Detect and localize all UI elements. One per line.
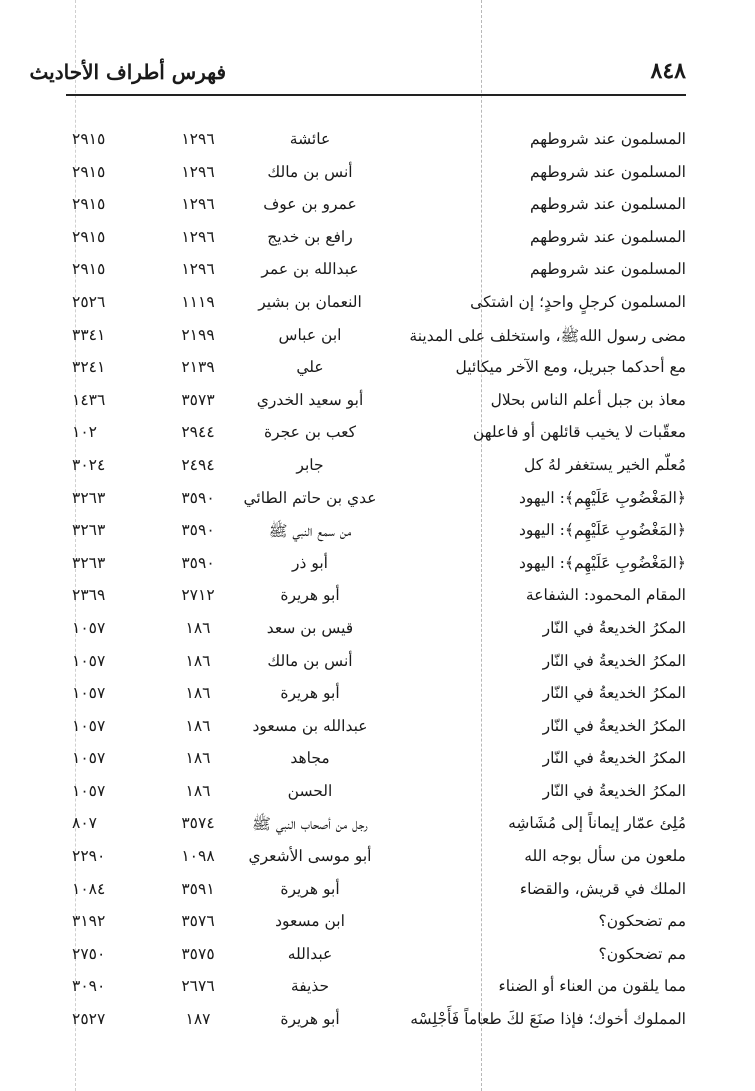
index-row [66,910,686,943]
narrator-name: قيس بن سعد [266,618,354,637]
index-row [66,324,686,357]
reference-number: ٣٢٦٣ [72,521,106,540]
narrator-name: علي [296,358,324,377]
reference-number: ١٠٢ [72,423,97,442]
index-row [66,682,686,715]
hadith-number: ١٨٦ [185,684,211,703]
page-title: فهرس أطراف الأحاديث [29,60,226,84]
narrator-name: عبدالله [287,944,333,963]
reference-number: ٢٩١٥ [72,162,106,181]
reference-number: ٢٢٩٠ [72,847,106,866]
hadith-number: ٢١٣٩ [181,358,215,377]
hadith-text: مُلِئ عمّار إيماناً إلى مُشَاشِه [508,814,686,833]
hadith-number: ٢٧١٢ [181,586,215,605]
index-row [66,226,686,259]
reference-number: ٢٥٢٧ [72,1010,106,1029]
reference-number: ٢٩١٥ [72,195,106,214]
hadith-number: ١٨٦ [185,781,211,800]
index-row [66,715,686,748]
hadith-text: المسلمون عند شروطهم [529,195,686,214]
hadith-number: ١٢٩٦ [181,260,215,279]
reference-number: ٢٩١٥ [72,260,106,279]
hadith-text: مضى رسول اللهﷺ، واستخلف على المدينة [409,326,686,345]
hadith-text: المسلمون كرجلٍ واحدٍ؛ إن اشتكى [470,292,686,311]
narrator-name: كعب بن عجرة [264,423,356,442]
index-row [66,193,686,226]
narrator-name: أبو هريرة [280,1010,340,1029]
reference-number: ٢٣٦٩ [72,586,106,605]
hadith-text: ﴿المَغْضُوبِ عَلَيْهِم﴾: اليهود [518,488,686,507]
reference-number: ٣٢٦٣ [72,488,106,507]
hadith-text: الملك في قريش، والقضاء [519,879,686,898]
index-row [66,552,686,585]
index-row [66,780,686,813]
hadith-text: المقام المحمود: الشفاعة [525,586,686,605]
hadith-text: معاذ بن جبل أعلم الناس بحلال [490,390,686,409]
hadith-number: ٣٥٩٠ [181,521,215,540]
index-row [66,421,686,454]
narrator-name: رجل من أصحاب النبي ﷺ [252,815,368,834]
narrator-name: أبو موسى الأشعري [248,847,372,866]
reference-number: ٣٢٦٣ [72,553,106,572]
hadith-text: المسلمون عند شروطهم [529,227,686,246]
narrator-name: النعمان بن بشير [258,292,362,311]
reference-number: ٢٧٥٠ [72,944,106,963]
narrator-name: رافع بن خديج [267,227,353,246]
index-row [66,617,686,650]
hadith-number: ١٠٩٨ [181,847,215,866]
narrator-name: أبو هريرة [280,879,340,898]
hadith-number: ١٢٩٦ [181,162,215,181]
reference-number: ١٠٥٧ [72,684,106,703]
index-row [66,389,686,422]
hadith-number: ٣٥٩٠ [181,488,215,507]
hadith-text: المكرُ الخديعةُ في النّار [542,684,686,703]
index-row [66,258,686,291]
hadith-text: ﴿المَغْضُوبِ عَلَيْهِم﴾: اليهود [518,553,686,572]
narrator-name: عبدالله بن عمر [261,260,359,279]
hadith-text: المكرُ الخديعةُ في النّار [542,781,686,800]
index-row [66,487,686,520]
page-number: ٨٤٨ [650,58,686,84]
narrator-name: حذيفة [290,977,330,996]
reference-number: ٣٢٤١ [72,358,106,377]
hadith-number: ١٨٦ [185,651,211,670]
narrator-name: ابن عباس [278,325,342,344]
narrator-name: الحسن [287,781,333,800]
narrator-name: عائشة [289,130,331,148]
narrator-name: ابن مسعود [275,912,345,931]
hadith-number: ١٨٦ [185,618,211,637]
hadith-text: المكرُ الخديعةُ في النّار [542,716,686,735]
hadith-number: ١٢٩٦ [181,195,215,214]
narrator-name: جابر [296,455,324,474]
hadith-number: ٢٤٩٤ [181,455,215,474]
hadith-text: المسلمون عند شروطهم [529,260,686,279]
hadith-number: ١٨٦ [185,716,211,735]
index-row [66,747,686,780]
reference-number: ١٤٣٦ [72,390,106,409]
reference-number: ١٠٥٧ [72,749,106,768]
reference-number: ٣٠٢٤ [72,455,106,474]
hadith-number: ٣٥٧٤ [181,814,215,833]
index-row [66,356,686,389]
index-row [66,291,686,324]
index-row [66,812,686,845]
hadith-number: ١٢٩٦ [181,130,215,148]
index-row [66,650,686,683]
hadith-number: ٢٦٧٦ [181,977,215,996]
index-row [66,845,686,878]
reference-number: ٣١٩٢ [72,912,106,931]
reference-number: ١٠٥٧ [72,781,106,800]
reference-number: ٣٠٩٠ [72,977,106,996]
hadith-number: ٣٥٩١ [181,879,215,898]
hadith-text: المملوك أخوك؛ فإذا صنَعَ لكَ طعاماً فَأَجْلِسْه [410,1010,686,1029]
hadith-index-list [66,128,686,1041]
narrator-name: أبو هريرة [280,684,340,703]
hadith-text: المكرُ الخديعةُ في النّار [542,749,686,768]
index-row [66,878,686,911]
hadith-number: ٢٩٤٤ [181,423,215,442]
index-row [66,584,686,617]
hadith-number: ١١١٩ [181,292,215,311]
hadith-text: مم تضحكون؟ [598,944,686,963]
hadith-number: ١٢٩٦ [181,227,215,246]
reference-number: ٨٠٧ [72,814,97,833]
index-row [66,161,686,194]
index-row [66,519,686,552]
reference-number: ٢٩١٥ [72,130,106,148]
hadith-number: ٣٥٧٦ [181,912,215,931]
hadith-number: ٣٥٧٥ [181,944,215,963]
hadith-number: ١٨٦ [185,749,211,768]
hadith-text: مم تضحكون؟ [598,912,686,931]
reference-number: ١٠٥٧ [72,618,106,637]
narrator-name: أنس بن مالك [267,162,353,181]
hadith-text: ملعون من سأل بوجه الله [524,847,686,866]
hadith-text: مُعلّم الخير يستغفر لهُ كل [523,455,686,474]
narrator-name: أبو هريرة [280,586,340,605]
narrator-name: أبو ذر [292,553,328,572]
hadith-text: المسلمون عند شروطهم [529,130,686,148]
narrator-name: أبو سعيد الخدري [256,390,364,409]
reference-number: ٢٩١٥ [72,227,106,246]
hadith-number: ٣٥٧٣ [181,390,215,409]
hadith-number: ١٨٧ [185,1010,211,1029]
reference-number: ١٠٥٧ [72,716,106,735]
index-row [66,943,686,976]
narrator-name: أنس بن مالك [267,651,353,670]
narrator-name: عمرو بن عوف [263,195,357,214]
index-row [66,1008,686,1041]
hadith-text: المسلمون عند شروطهم [529,162,686,181]
hadith-text: ﴿المَغْضُوبِ عَلَيْهِم﴾: اليهود [518,521,686,540]
reference-number: ١٠٨٤ [72,879,106,898]
index-row [66,454,686,487]
reference-number: ٣٣٤١ [72,325,106,344]
hadith-number: ٢١٩٩ [181,325,215,344]
hadith-text: المكرُ الخديعةُ في النّار [542,651,686,670]
reference-number: ١٠٥٧ [72,651,106,670]
reference-number: ٢٥٢٦ [72,292,106,311]
narrator-name: عدي بن حاتم الطائي [243,488,377,507]
page-header [29,56,686,90]
hadith-text: مما يلقون من العناء أو الضناء [498,977,686,996]
hadith-text: المكرُ الخديعةُ في النّار [542,618,686,637]
narrator-name: عبدالله بن مسعود [252,716,368,735]
hadith-number: ٣٥٩٠ [181,553,215,572]
narrator-name: من سمع النبي ﷺ [268,522,352,541]
index-row [66,975,686,1008]
narrator-name: مجاهد [290,749,330,768]
hadith-text: معقّبات لا يخيب قائلهن أو فاعلهن [472,423,686,442]
header-rule [66,94,686,96]
index-row [66,128,686,161]
hadith-text: مع أحدكما جبريل، ومع الآخر ميكائيل [455,358,686,377]
